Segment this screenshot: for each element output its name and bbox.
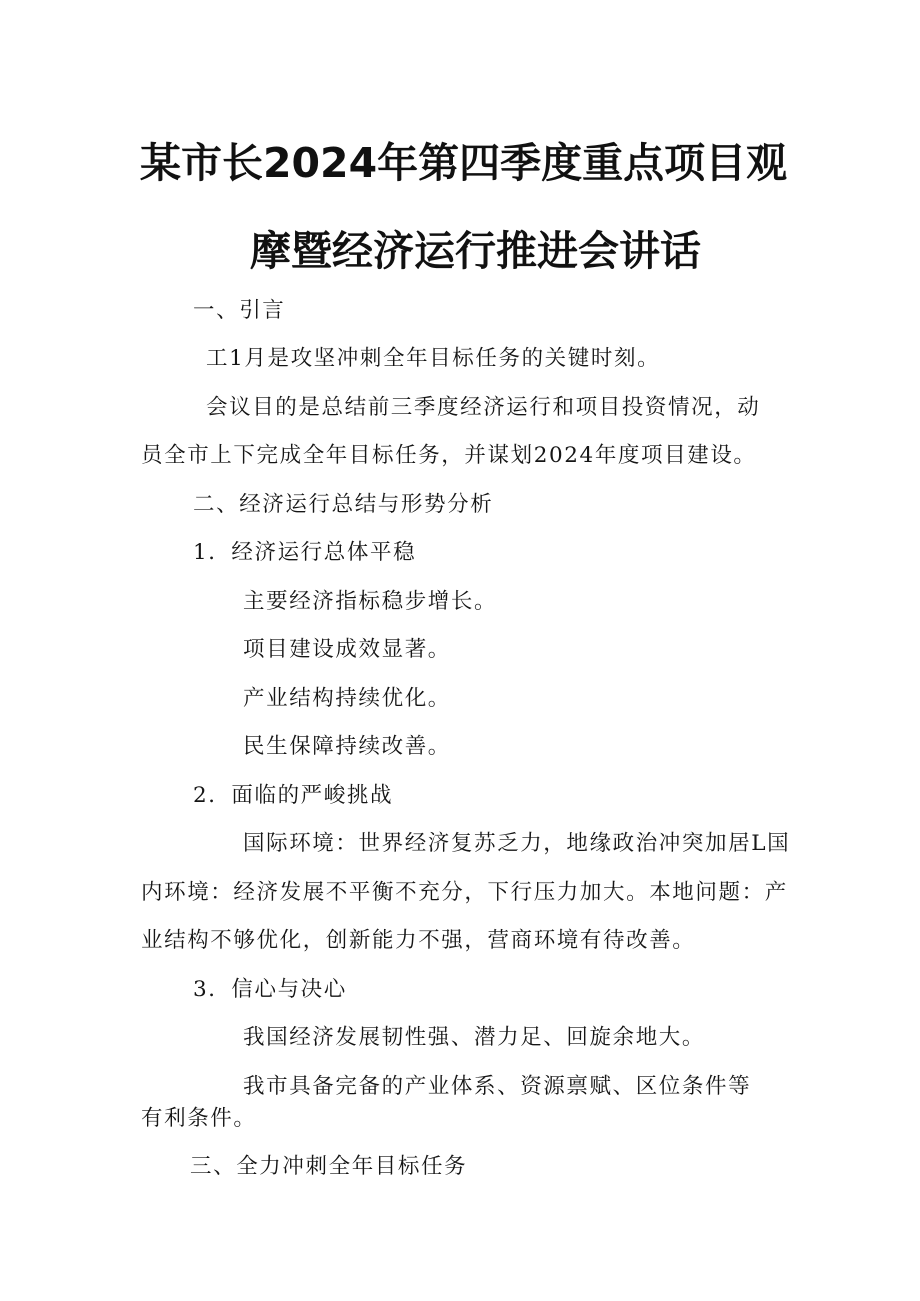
paragraph-line: 内环境：经济发展不平衡不充分，下行压力加大。本地问题：产 <box>141 880 788 905</box>
section-heading-economy-summary: 二、经济运行总结与形势分析 <box>193 492 494 517</box>
subheading-stable-economy: 1．经济运行总体平稳 <box>193 540 417 565</box>
list-item: 主要经济指标稳步增长。 <box>243 589 498 614</box>
paragraph-line: 员全市上下完成全年目标任务，并谋划2024年度项目建设。 <box>141 443 757 468</box>
document-title-line-2: 摩暨经济运行推进会讲话 <box>250 227 701 275</box>
list-item: 项目建设成效显著。 <box>243 637 451 662</box>
paragraph-line: 业结构不够优化，创新能力不强，营商环境有待改善。 <box>141 928 696 953</box>
document-title-line-1: 某市长2024年第四季度重点项目观 <box>140 139 788 187</box>
paragraph-line: 国际环境：世界经济复苏乏力，地缘政治冲突加居L国 <box>243 831 791 856</box>
paragraph-line: 我市具备完备的产业体系、资源禀赋、区位条件等 <box>243 1074 752 1099</box>
subheading-confidence: 3．信心与决心 <box>193 977 347 1002</box>
subheading-challenges: 2．面临的严峻挑战 <box>193 783 394 808</box>
paragraph-line: 会议目的是总结前三季度经济运行和项目投资情况，动 <box>206 395 761 420</box>
paragraph-line: 我国经济发展韧性强、潜力足、回旋余地大。 <box>243 1025 706 1050</box>
paragraph-line: 有利条件。 <box>141 1106 257 1131</box>
section-heading-introduction: 一、引言 <box>193 298 286 323</box>
list-item: 产业结构持续优化。 <box>243 686 451 711</box>
paragraph-line: 工1月是攻坚冲刺全年目标任务的关键时刻。 <box>206 346 661 371</box>
list-item: 民生保障持续改善。 <box>243 734 451 759</box>
section-heading-full-sprint: 三、全力冲刺全年目标任务 <box>190 1154 468 1179</box>
